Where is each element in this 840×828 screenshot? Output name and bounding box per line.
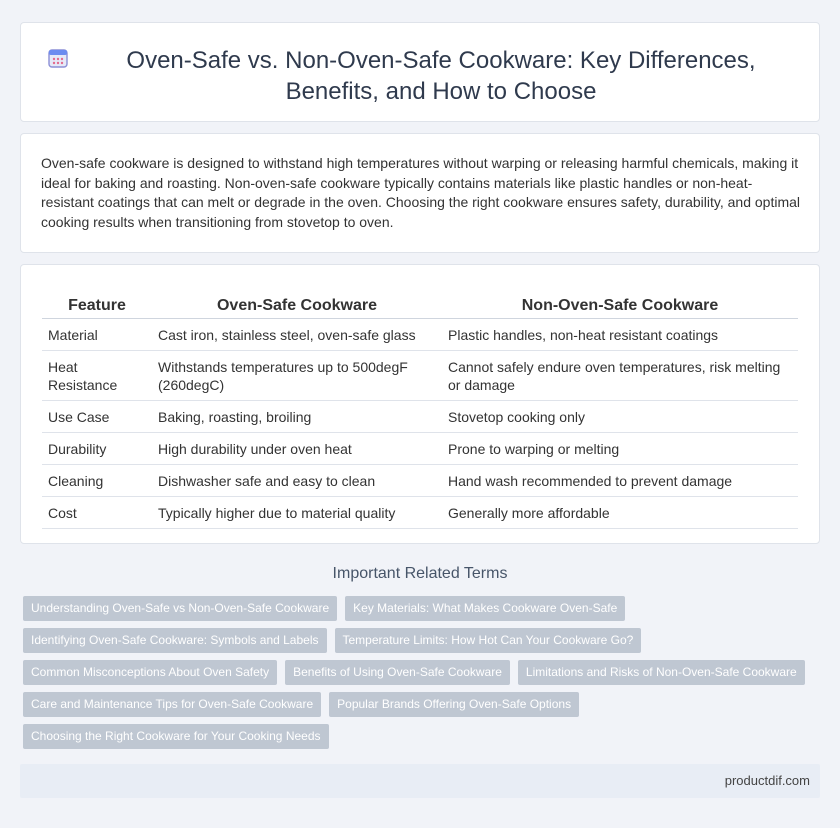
related-term-tag[interactable]: Popular Brands Offering Oven-Safe Options xyxy=(329,692,579,717)
table-cell: Cost xyxy=(42,497,152,529)
header-non-oven-safe: Non-Oven-Safe Cookware xyxy=(442,295,798,319)
related-term-tag[interactable]: Identifying Oven-Safe Cookware: Symbols and Labels xyxy=(23,628,327,653)
table-header-row xyxy=(42,295,798,319)
table-row xyxy=(42,497,798,529)
table-cell: High durability under oven heat xyxy=(152,433,442,465)
comparison-table xyxy=(42,295,798,529)
related-term-tag[interactable]: Key Materials: What Makes Cookware Oven-Safe xyxy=(345,596,625,621)
header-oven-safe: Oven-Safe Cookware xyxy=(152,295,442,319)
footer-site-link[interactable]: productdif.com xyxy=(724,773,810,788)
table-cell: Generally more affordable xyxy=(442,497,798,529)
related-terms-heading: Important Related Terms xyxy=(332,565,508,582)
page-title-text: Oven-Safe vs. Non-Oven-Safe Cookware: Key Differences, Benefits, and How to Choose xyxy=(126,47,756,105)
intro-paragraph: Oven-safe cookware is designed to withstand high temperatures without warping or releasing harmful chemicals, making it ideal for baking and roasting. Non-oven-safe cookware typically contains materials like plastic handles or non-heat-resistant coatings that can melt or degrade in the oven. Choosing the right cookware ensures safety, durability, and optimal cooking results when transitioning from stovetop to oven. xyxy=(41,155,801,230)
page-title xyxy=(21,45,819,107)
related-term-tag[interactable]: Limitations and Risks of Non-Oven-Safe Cookware xyxy=(518,660,805,685)
footer xyxy=(20,764,820,798)
related-term-tag[interactable]: Choosing the Right Cookware for Your Cooking Needs xyxy=(23,724,329,749)
table-cell: Dishwasher safe and easy to clean xyxy=(152,465,442,497)
table-row xyxy=(42,433,798,465)
table-cell: Withstands temperatures up to 500degF (260degC) xyxy=(152,351,442,401)
intro-card xyxy=(20,133,820,253)
related-term-tag[interactable]: Benefits of Using Oven-Safe Cookware xyxy=(285,660,510,685)
related-terms-list xyxy=(23,596,813,756)
table-cell: Durability xyxy=(42,433,152,465)
table-row xyxy=(42,465,798,497)
table-row xyxy=(42,401,798,433)
table-cell: Cast iron, stainless steel, oven-safe glass xyxy=(152,319,442,351)
related-term-tag[interactable]: Common Misconceptions About Oven Safety xyxy=(23,660,277,685)
table-cell: Prone to warping or melting xyxy=(442,433,798,465)
related-term-tag[interactable]: Understanding Oven-Safe vs Non-Oven-Safe Cookware xyxy=(23,596,337,621)
table-cell: Baking, roasting, broiling xyxy=(152,401,442,433)
table-cell: Plastic handles, non-heat resistant coatings xyxy=(442,319,798,351)
table-cell: Typically higher due to material quality xyxy=(152,497,442,529)
table-cell: Material xyxy=(42,319,152,351)
table-cell: Heat Resistance xyxy=(42,351,152,401)
title-card xyxy=(20,22,820,122)
table-cell: Use Case xyxy=(42,401,152,433)
table-row xyxy=(42,319,798,351)
table-cell: Stovetop cooking only xyxy=(442,401,798,433)
header-feature: Feature xyxy=(42,295,152,319)
table-cell: Cannot safely endure oven temperatures, risk melting or damage xyxy=(442,351,798,401)
related-term-tag[interactable]: Temperature Limits: How Hot Can Your Cookware Go? xyxy=(335,628,642,653)
table-cell: Hand wash recommended to prevent damage xyxy=(442,465,798,497)
comparison-card xyxy=(20,264,820,544)
table-row xyxy=(42,351,798,401)
related-term-tag[interactable]: Care and Maintenance Tips for Oven-Safe Cookware xyxy=(23,692,321,717)
table-cell: Cleaning xyxy=(42,465,152,497)
